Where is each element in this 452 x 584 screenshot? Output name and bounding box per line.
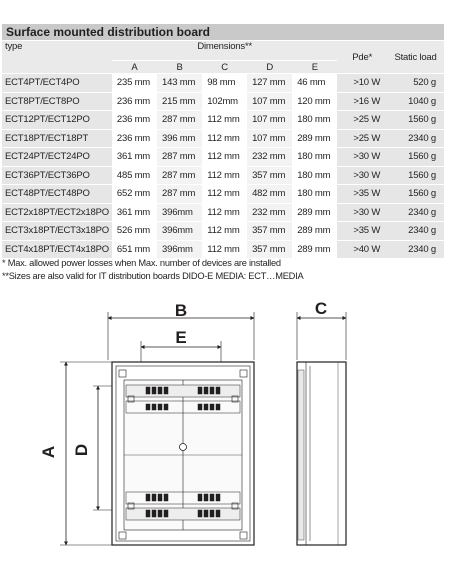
pde-cell: >30 W — [337, 203, 387, 222]
dim-col-b-header: B — [157, 61, 202, 74]
dim-c-cell: 112 mm — [202, 129, 247, 148]
pde-cell: >40 W — [337, 240, 387, 259]
type-cell: ECT3x18PT/ECT3x18PO — [2, 222, 112, 241]
pde-cell: >25 W — [337, 111, 387, 130]
static-load-cell: 520 g — [387, 74, 444, 93]
type-cell: ECT4x18PT/ECT4x18PO — [2, 240, 112, 259]
pde-cell: >30 W — [337, 166, 387, 185]
dim-c-cell: 112 mm — [202, 203, 247, 222]
dim-c-cell: 102mm — [202, 92, 247, 111]
type-header: type — [2, 41, 112, 74]
dim-b-cell: 396mm — [157, 240, 202, 259]
dim-e-cell: 289 mm — [292, 203, 337, 222]
dim-c-cell: 98 mm — [202, 74, 247, 93]
dim-e-cell: 180 mm — [292, 148, 337, 167]
dimension-drawing — [0, 290, 452, 584]
dim-a-cell: 235 mm — [112, 74, 157, 93]
table-row — [2, 185, 444, 204]
board-front-view — [112, 362, 254, 545]
static-load-cell: 1560 g — [387, 166, 444, 185]
dimension-c — [297, 299, 346, 360]
dim-d-cell: 127 mm — [247, 74, 292, 93]
dim-b-cell: 143 mm — [157, 74, 202, 93]
static-load-cell: 2340 g — [387, 240, 444, 259]
type-cell: ECT36PT/ECT36PO — [2, 166, 112, 185]
table-row — [2, 166, 444, 185]
dim-e-cell: 180 mm — [292, 111, 337, 130]
type-cell: ECT48PT/ECT48PO — [2, 185, 112, 204]
static-load-header: Static load — [387, 41, 444, 74]
dim-d-cell: 232 mm — [247, 148, 292, 167]
type-cell: ECT12PT/ECT12PO — [2, 111, 112, 130]
static-load-cell: 1040 g — [387, 92, 444, 111]
dim-d-cell: 357 mm — [247, 240, 292, 259]
static-load-cell: 2340 g — [387, 222, 444, 241]
dim-b-cell: 396 mm — [157, 129, 202, 148]
pde-cell: >16 W — [337, 92, 387, 111]
dim-col-a-header: A — [112, 61, 157, 74]
dim-e-cell: 180 mm — [292, 185, 337, 204]
dim-d-cell: 482 mm — [247, 185, 292, 204]
dim-a-cell: 651 mm — [112, 240, 157, 259]
dim-d-cell: 107 mm — [247, 92, 292, 111]
static-load-cell: 1560 g — [387, 148, 444, 167]
dim-e-cell: 46 mm — [292, 74, 337, 93]
dim-b-cell: 287 mm — [157, 111, 202, 130]
pde-cell: >35 W — [337, 185, 387, 204]
dim-e-cell: 289 mm — [292, 222, 337, 241]
dim-e-cell: 289 mm — [292, 129, 337, 148]
dim-d-cell: 107 mm — [247, 129, 292, 148]
sizes-note: **Sizes are also valid for IT distribution boards DIDO-E MEDIA: ECT…MEDIA — [2, 271, 304, 281]
dim-a-cell: 236 mm — [112, 92, 157, 111]
type-cell: ECT18PT/ECT18PT — [2, 129, 112, 148]
dim-e-cell: 289 mm — [292, 240, 337, 259]
dim-d-cell: 232 mm — [247, 203, 292, 222]
dim-e-cell: 180 mm — [292, 166, 337, 185]
dim-c-cell: 112 mm — [202, 111, 247, 130]
table-row — [2, 111, 444, 130]
dim-b-cell: 287 mm — [157, 166, 202, 185]
spec-table-body — [2, 74, 444, 259]
table-row — [2, 240, 444, 259]
dim-e-cell: 120 mm — [292, 92, 337, 111]
dim-a-cell: 236 mm — [112, 111, 157, 130]
table-row — [2, 222, 444, 241]
type-cell: ECT8PT/ECT8PO — [2, 92, 112, 111]
dim-col-c-header: C — [202, 61, 247, 74]
power-loss-note: * Max. allowed power losses when Max. number of devices are installed — [2, 258, 281, 268]
table-row — [2, 74, 444, 93]
label-e: E — [175, 328, 187, 347]
dimensions-header: Dimensions** — [112, 41, 337, 61]
dim-b-cell: 396mm — [157, 222, 202, 241]
table-row — [2, 203, 444, 222]
label-b: B — [174, 301, 188, 320]
pde-cell: >30 W — [337, 148, 387, 167]
dim-d-cell: 357 mm — [247, 222, 292, 241]
dim-d-cell: 357 mm — [247, 166, 292, 185]
label-c: C — [314, 299, 328, 318]
dim-a-cell: 236 mm — [112, 129, 157, 148]
dim-b-cell: 287 mm — [157, 185, 202, 204]
static-load-cell: 2340 g — [387, 129, 444, 148]
pde-header: Pde* — [337, 41, 387, 74]
type-cell: ECT4PT/ECT4PO — [2, 74, 112, 93]
label-d: D — [72, 443, 91, 457]
pde-cell: >25 W — [337, 129, 387, 148]
dim-a-cell: 652 mm — [112, 185, 157, 204]
type-cell: ECT24PT/ECT24PO — [2, 148, 112, 167]
dim-b-cell: 215 mm — [157, 92, 202, 111]
dim-b-cell: 287 mm — [157, 148, 202, 167]
board-side-view — [297, 362, 346, 545]
table-row — [2, 92, 444, 111]
type-cell: ECT2x18PT/ECT2x18PO — [2, 203, 112, 222]
dim-d-cell: 107 mm — [247, 111, 292, 130]
dim-a-cell: 361 mm — [112, 148, 157, 167]
dim-c-cell: 112 mm — [202, 222, 247, 241]
table-title: Surface mounted distribution board — [2, 24, 444, 40]
label-a: A — [39, 445, 58, 459]
static-load-cell: 1560 g — [387, 185, 444, 204]
dim-c-cell: 112 mm — [202, 240, 247, 259]
pde-cell: >35 W — [337, 222, 387, 241]
static-load-cell: 2340 g — [387, 203, 444, 222]
table-row — [2, 129, 444, 148]
dim-a-cell: 361 mm — [112, 203, 157, 222]
dim-c-cell: 112 mm — [202, 148, 247, 167]
pde-cell: >10 W — [337, 74, 387, 93]
spec-table — [2, 41, 444, 259]
dim-a-cell: 526 mm — [112, 222, 157, 241]
static-load-cell: 1560 g — [387, 111, 444, 130]
table-row — [2, 148, 444, 167]
dim-col-e-header: E — [292, 61, 337, 74]
dim-c-cell: 112 mm — [202, 166, 247, 185]
dim-col-d-header: D — [247, 61, 292, 74]
dim-c-cell: 112 mm — [202, 185, 247, 204]
dim-a-cell: 485 mm — [112, 166, 157, 185]
dim-b-cell: 396mm — [157, 203, 202, 222]
